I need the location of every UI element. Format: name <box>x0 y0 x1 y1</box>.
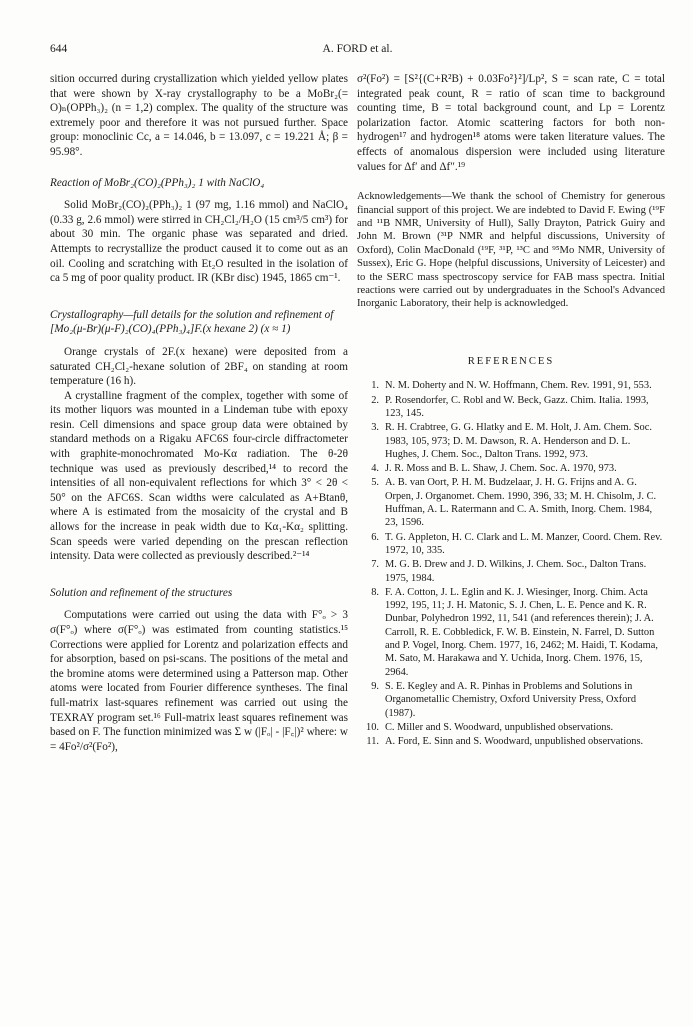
reference-number: 4. <box>371 463 379 475</box>
paragraph-data-collection: A crystalline fragment of the complex, together with some of its mother liquors was mounted in a Lindeman tube with epoxy resin. Cell dimensions and space group data were obtained by standard methods on a Rigaku AFC6S four-circle diffractometer with graphite-monochromated Mo-Kα radiation. The θ-2θ technique was used as previously described,¹⁴ to record the intensities of all non-equivalent reflections for which 3° < 2θ < 50° on the AFC6S. Scan widths were calculated as A+Btanθ, where A is estimated from the mosaicity of the crystal and B allows for the increase in peak width due to Kα₁-Kα₂ splitting. Scan speeds were varied depending on the prescan reflection intensity. Data were collected as previously described.²⁻¹⁴ <box>50 389 348 563</box>
reference-number: 8. <box>371 586 379 598</box>
reference-item <box>357 680 665 720</box>
reference-item <box>357 394 665 421</box>
section-heading-crystallography: Crystallography—full details for the solution and refinement of [Mo₂(μ-Br)(μ-F)₂(CO)₄(PPh₃)₄]F.(x hexane 2) (x ≈ 1) <box>50 308 334 336</box>
reference-text: J. R. Moss and B. L. Shaw, J. Chem. Soc. A. 1970, 973. <box>385 463 617 475</box>
references-list <box>357 379 665 748</box>
references-heading: REFERENCES <box>467 355 555 367</box>
reference-number: 9. <box>371 680 379 692</box>
reference-item <box>357 586 665 679</box>
reference-item <box>357 462 665 475</box>
paragraph-reaction: Solid MoBr₂(CO)₂(PPh₃)₂ 1 (97 mg, 1.16 mmol) and NaClO₄ (0.33 g, 2.6 mmol) were stirred in CH₂Cl₂/H₂O (15 cm³/5 cm³) for about 30 min. The organic phase was separated and dried. Attempts to recrystallize the product caused it to come out as an oil. Cooling and scratching with Et₂O resulted in the isolation of ca 5 mg of poor quality product. IR (KBr disc) 1945, 1865 cm⁻¹. <box>50 199 348 285</box>
reference-text: A. Ford, E. Sinn and S. Woodward, unpublished observations. <box>385 736 644 748</box>
reference-item <box>357 421 665 461</box>
section-heading-reaction: Reaction of MoBr₂(CO)₂(PPh₃)₂ 1 with NaClO₄ <box>50 176 265 189</box>
paragraph-orange-crystals: Orange crystals of 2F.(x hexane) were deposited from a saturated CH₂Cl₂-hexane solution of 2BF₄ on standing at room temperature (16 h). <box>50 345 348 388</box>
paragraph-weighting: σ²(Fo²) = [S²{(C+R²B) + 0.03Fo²}²]/Lp², S = scan rate, C = total integrated peak count, R = ratio of scan time to background counting time, B = total background count, and Lp = Lorentz polarization factor. Atomic scattering factors for both non-hydrogen¹⁷ and hydrogen¹⁸ atoms were taken literature values. The effects of anomalous dispersion were included using literature values for Δf′ and Δf″.¹⁹ <box>357 73 665 173</box>
reference-text: C. Miller and S. Woodward, unpublished observations. <box>385 721 614 733</box>
section-heading-solution: Solution and refinement of the structures <box>50 586 233 599</box>
reference-text: P. Rosendorfer, C. Robl and W. Beck, Gazz. Chim. Italia. 1993, 123, 145. <box>385 394 649 419</box>
reference-text: R. H. Crabtree, G. G. Hlatky and E. M. Holt, J. Am. Chem. Soc. 1983, 105, 973; D. M. Dawson, R. A. Henderson and D. L. Hughes, J. Chem. Soc., Dalton Trans. 1992, 973. <box>385 422 652 460</box>
right-column <box>357 72 665 749</box>
reference-text: A. B. van Oort, P. H. M. Budzelaar, J. H. G. Frijns and A. G. Orpen, J. Organomet. Chem. 1990, 396, 33; M. H. Chisolm, J. C. Huffman, A. L. Ratermann and C. A. Smith, Inorg. Chem. 1984, 23, 1596. <box>385 477 657 529</box>
paragraph-crystallization: sition occurred during crystallization which yielded yellow plates that were shown by X-ray crystallography to be a MoBr₂(= O)ₙ(OPPh₃)₂ (n = 1,2) complex. The quality of the structure was extremely poor and therefore it was not pursued further. Space group: monoclinic Cc, a = 14.046, b = 13.097, c = 19.221 Å; β = 95.98°. <box>50 73 348 158</box>
running-title: A. FORD et al. <box>322 43 393 55</box>
reference-item <box>357 531 665 558</box>
reference-number: 6. <box>371 531 379 543</box>
reference-text: M. G. B. Drew and J. D. Wilkins, J. Chem. Soc., Dalton Trans. 1975, 1984. <box>385 559 647 584</box>
page-header <box>50 43 665 61</box>
paragraph-computations: Computations were carried out using the data with F°ₒ > 3 σ(F°ₒ) where σ(F°ₒ) was estimated from counting statistics.¹⁵ Corrections were applied for Lorentz and polarization effects and for absorption, based on psi-scans. The positions of the metal and the bromine atoms were determined using a Patterson map. Other atoms were located from Fourier difference syntheses. The final full-matrix last-squares refinement was carried out using the TEXRAY program set.¹⁶ Full-matrix least squares refinement was based on F. The function minimized was Σ w (|Fₒ| - |F꜀|)² where: w = 4Fo²/σ²(Fo²), <box>50 609 348 753</box>
acknowledgements: Acknowledgements—We thank the school of Chemistry for generous financial support of this project. We are indebted to David F. Ewing (¹⁹F and ¹¹B NMR, University of Hull), Sally Drayton, Patrick Guiry and John M. Brown (³¹P NMR and helpful discussions, University of Oxford), Colin MacDonald (¹⁹F, ³¹P, ¹³C and ⁹⁵Mo NMR, University of Sussex), Eric G. Hope (helpful discussions, University of Leicester) and to the SERC mass spectroscopy service for FAB mass spectra. Initial reactions were carried out by undergraduates in the School's Advanced Inorganic Laboratory, their help is acknowledged. <box>357 191 665 310</box>
reference-text: S. E. Kegley and A. R. Pinhas in Problems and Solutions in Organometallic Chemistry, Oxford University Press, Oxford (1987). <box>385 680 637 719</box>
reference-number: 1. <box>371 380 379 392</box>
reference-item <box>357 558 665 585</box>
reference-number: 11. <box>366 736 379 748</box>
reference-text: N. M. Doherty and N. W. Hoffmann, Chem. Rev. 1991, 91, 553. <box>385 380 652 392</box>
reference-text: F. A. Cotton, J. L. Eglin and K. J. Wiesinger, Inorg. Chim. Acta 1992, 195, 11; J. H. Matonic, S. J. Chen, L. E. Pence and K. R. Dunbar, Polyhedron 1992, 11, 541 (and references therein); J. A. Carroll, R. E. Cobbledick, F. W. B. Einstein, N. Farrel, D. Sutton and P. Vogel, Inorg. Chem. 1977, 16, 2462; M. Haidi, T. Kodama, M. Sato, M. Harakawa and Y. Uchida, Inorg. Chem. 1976, 15, 2964. <box>385 586 658 678</box>
reference-number: 3. <box>371 422 379 434</box>
page-number: 644 <box>50 43 68 55</box>
reference-text: T. G. Appleton, H. C. Clark and L. M. Manzer, Coord. Chem. Rev. 1972, 10, 335. <box>385 531 663 556</box>
reference-number: 7. <box>371 559 379 571</box>
reference-number: 10. <box>366 721 379 733</box>
reference-number: 5. <box>371 477 379 489</box>
left-column <box>50 72 348 754</box>
reference-item <box>357 476 665 529</box>
reference-item <box>357 735 665 748</box>
reference-number: 2. <box>371 394 379 406</box>
reference-item <box>357 721 665 734</box>
reference-item <box>357 379 665 392</box>
